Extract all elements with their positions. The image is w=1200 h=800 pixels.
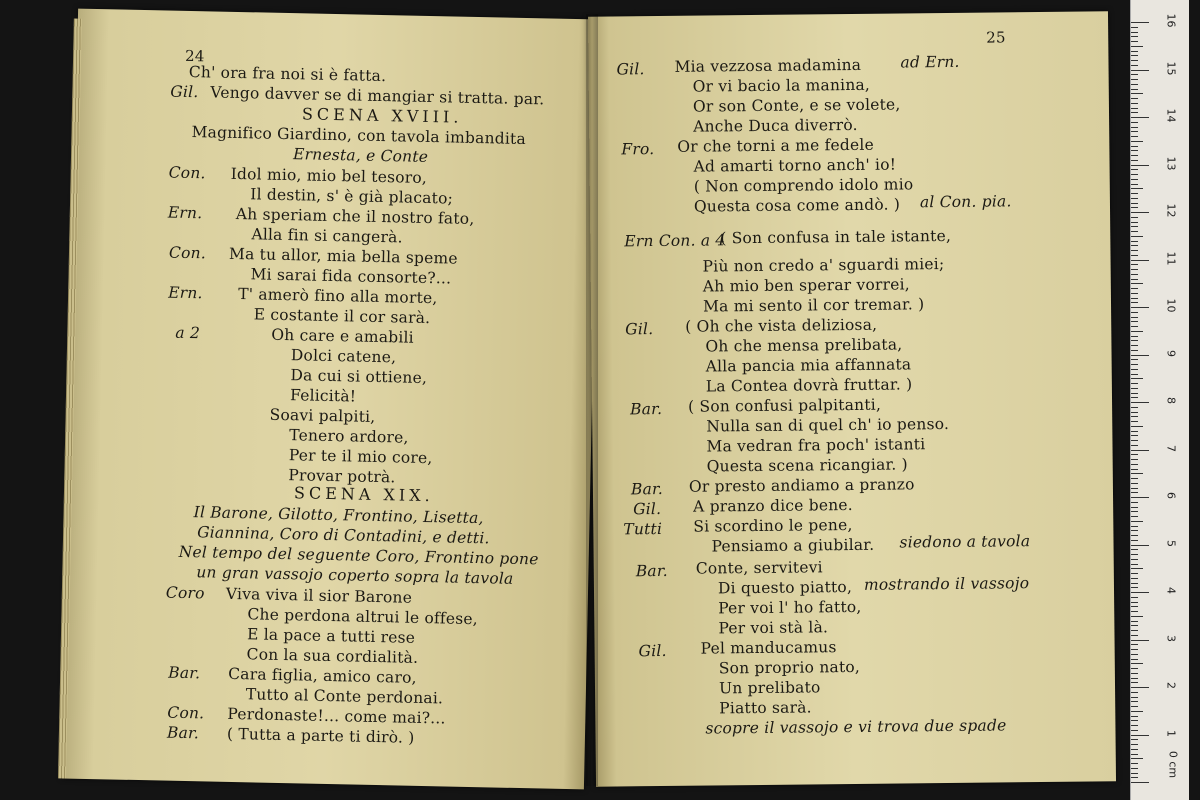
- stage-note: mostrando il vassojo: [863, 574, 1030, 594]
- ruler-tick: [1131, 426, 1143, 427]
- ruler-tick: [1131, 659, 1138, 660]
- text-line: Idol mio, mio bel tesoro,: [230, 164, 428, 187]
- ruler-tick: [1131, 744, 1138, 745]
- text-line: Questa cosa come andò. ): [693, 195, 901, 216]
- speaker-label: Ern Con. a 4: [624, 231, 726, 251]
- text-line: ( Tutta a parte ti dirò. ): [226, 724, 415, 747]
- ruler-tick: [1131, 184, 1138, 185]
- ruler-tick: [1131, 649, 1138, 650]
- ruler-tick: [1131, 245, 1138, 246]
- speaker-label: Bar.: [166, 723, 200, 743]
- ruler-label: 14: [1164, 108, 1178, 123]
- speaker-label: Tutti: [623, 519, 663, 539]
- speaker-label: Bar.: [168, 663, 201, 683]
- ruler-label: 12: [1164, 203, 1178, 218]
- ruler-tick: [1131, 621, 1138, 622]
- ruler-tick: [1131, 112, 1138, 113]
- speaker-label: Gil.: [633, 500, 662, 519]
- text-line: Per voi l' ho fatto,: [718, 597, 862, 618]
- ruler-tick: [1131, 492, 1138, 493]
- ruler-tick: [1131, 640, 1149, 641]
- ruler-tick: [1131, 635, 1138, 636]
- ruler-tick: [1131, 393, 1138, 394]
- ruler-tick: [1131, 535, 1138, 536]
- ruler-tick: [1131, 530, 1138, 531]
- ruler-tick: [1131, 668, 1138, 669]
- text-line: Alla pancia mia affannata: [705, 355, 912, 376]
- ruler-tick: [1131, 288, 1138, 289]
- ruler-tick: [1131, 236, 1143, 237]
- ruler-tick: [1131, 526, 1138, 527]
- stage-direction: scopre il vassojo e vi trova due spade: [705, 716, 1007, 738]
- text-line: Oh care e amabili: [271, 325, 415, 347]
- ruler-tick: [1131, 74, 1138, 75]
- ruler-tick: [1131, 174, 1138, 175]
- speaker-label: Gil.: [616, 60, 645, 79]
- ruler-tick: [1131, 483, 1138, 484]
- stage-direction: Nel tempo del seguente Coro, Frontino pone: [178, 542, 539, 569]
- ruler-tick: [1131, 478, 1138, 479]
- ruler-tick: [1131, 326, 1138, 327]
- text-line: Da cui si ottiene,: [290, 366, 428, 388]
- text-line: Alla fin si cangerà.: [251, 225, 403, 247]
- ruler-tick: [1131, 269, 1138, 270]
- ruler-tick: [1131, 217, 1138, 218]
- text-line: ( Non comprendo idolo mio: [693, 175, 914, 196]
- speaker-label: Gil.: [638, 641, 667, 661]
- ruler-tick: [1131, 682, 1138, 683]
- ruler-tick: [1131, 350, 1138, 351]
- page-edges: [58, 19, 82, 779]
- ruler-tick: [1131, 307, 1149, 308]
- ruler-tick: [1131, 27, 1138, 28]
- ruler-tick: [1131, 388, 1138, 389]
- ruler-tick: [1131, 212, 1149, 213]
- ruler-label: 5: [1164, 539, 1178, 547]
- ruler-tick: [1131, 60, 1138, 61]
- ruler-tick: [1131, 146, 1138, 147]
- ruler-tick: [1131, 697, 1138, 698]
- speaker-label: Ern.: [167, 203, 203, 223]
- text-line: E la pace a tutti rese: [246, 625, 416, 647]
- stage-note: siedono a tavola: [899, 532, 1031, 552]
- ruler-tick: [1131, 763, 1138, 764]
- text-line: Ma mi sento il cor tremar. ): [702, 295, 925, 316]
- ruler-tick: [1131, 758, 1143, 759]
- ruler-tick: [1131, 578, 1138, 579]
- ruler-tick: [1131, 663, 1143, 664]
- speaker-label: Con.: [168, 243, 207, 263]
- ruler-label: 4: [1164, 587, 1178, 594]
- text-line: Mia vezzosa madamina: [674, 55, 862, 76]
- ruler-tick: [1131, 136, 1138, 137]
- ruler-tick: [1131, 345, 1138, 346]
- ruler-label: 9: [1164, 349, 1178, 357]
- ruler-tick: [1131, 98, 1138, 99]
- text-line: Soavi palpiti,: [269, 405, 376, 426]
- ruler-tick: [1131, 79, 1138, 80]
- ruler-tick: [1131, 568, 1143, 569]
- ruler-tick: [1131, 117, 1149, 118]
- ruler-tick: [1131, 507, 1138, 508]
- ruler-tick: [1131, 378, 1143, 379]
- ruler-tick: [1131, 312, 1138, 313]
- right-page: [588, 11, 1116, 786]
- ruler-tick: [1131, 497, 1149, 498]
- text-line: Viva viva il sior Barone: [225, 584, 413, 607]
- ruler-tick: [1131, 549, 1138, 550]
- stage-note: ad Ern.: [900, 52, 960, 72]
- ruler-tick: [1131, 473, 1143, 474]
- ruler-tick: [1131, 402, 1149, 403]
- ruler-tick: [1131, 611, 1138, 612]
- ruler-tick: [1131, 298, 1138, 299]
- text-line: Pel manducamus: [700, 638, 837, 658]
- text-line: Or presto andiamo a pranzo: [688, 475, 915, 496]
- ruler-label: 7: [1164, 444, 1178, 452]
- stage-direction: Giannina, Coro di Contadini, e detti.: [196, 523, 490, 548]
- ruler-tick: [1131, 369, 1138, 370]
- text-line: E costante il cor sarà.: [253, 305, 431, 328]
- ruler-tick: [1131, 226, 1138, 227]
- text-line: Un prelibato: [718, 678, 821, 698]
- text-line: Felicità!: [289, 386, 357, 406]
- ruler-tick: [1131, 630, 1138, 631]
- text-line: ( Son confusa in tale istante,: [720, 226, 952, 248]
- speaker-label: Bar.: [630, 479, 664, 499]
- ruler-tick: [1131, 46, 1143, 47]
- text-line: Or vi bacio la manina,: [692, 75, 871, 96]
- text-line: ( Son confusi palpitanti,: [687, 395, 882, 416]
- ruler-tick: [1131, 516, 1138, 517]
- text-line: Che perdona altrui le offese,: [247, 605, 479, 629]
- ruler-tick: [1131, 454, 1138, 455]
- ruler-tick: [1131, 782, 1149, 783]
- ruler-tick: [1131, 435, 1138, 436]
- ruler-tick: [1131, 716, 1138, 717]
- ruler-label: 15: [1164, 61, 1178, 75]
- speaker-label: a 2: [175, 323, 201, 343]
- ruler-tick: [1131, 321, 1138, 322]
- text-line: Vengo davver se di mangiar si tratta. par.: [210, 83, 545, 109]
- text-line: Per voi stà là.: [718, 618, 829, 638]
- ruler-label: 11: [1164, 251, 1178, 265]
- ruler-tick: [1131, 554, 1138, 555]
- ruler-tick: [1131, 340, 1138, 341]
- ruler-tick: [1131, 193, 1138, 194]
- text-line: Si scordino le pene,: [693, 516, 853, 536]
- ruler-tick: [1131, 103, 1138, 104]
- ruler-tick: [1131, 302, 1138, 303]
- ruler-tick: [1131, 725, 1138, 726]
- ruler-tick: [1131, 84, 1138, 85]
- text-line: Cara figlia, amico caro,: [228, 664, 417, 687]
- ruler-tick: [1131, 592, 1149, 593]
- ruler-tick: [1131, 383, 1138, 384]
- ruler-tick: [1131, 222, 1138, 223]
- ruler-tick: [1131, 336, 1138, 337]
- text-line: Questa scena ricangiar. ): [706, 455, 908, 476]
- ruler-label: 16: [1164, 13, 1178, 28]
- stage-direction: un gran vassojo coperto sopra la tavola: [196, 563, 514, 588]
- ruler-tick: [1131, 89, 1138, 90]
- ruler-tick: [1131, 583, 1138, 584]
- ruler-tick: [1131, 198, 1138, 199]
- ruler-tick: [1131, 355, 1149, 356]
- ruler-tick: [1131, 155, 1138, 156]
- ruler-tick: [1131, 65, 1138, 66]
- ruler-tick: [1131, 203, 1138, 204]
- ruler-tick: [1131, 602, 1138, 603]
- text-line: Ch' ora fra noi si è fatta.: [188, 62, 387, 86]
- ruler-tick: [1131, 711, 1143, 712]
- ruler-tick: [1131, 122, 1138, 123]
- ruler-label: 0 cm: [1166, 750, 1180, 779]
- stage-direction: Magnifico Giardino, con tavola imbandita: [191, 123, 527, 149]
- ruler-tick: [1131, 108, 1138, 109]
- book-gutter: [586, 14, 598, 786]
- ruler-tick: [1131, 616, 1143, 617]
- ruler-tick: [1131, 754, 1138, 755]
- scene-heading: SCENA XIX.: [293, 483, 434, 506]
- text-line: Mi sarai fida consorte?...: [250, 265, 452, 288]
- ruler-tick: [1131, 459, 1138, 460]
- stage-direction: Il Barone, Gilotto, Frontino, Lisetta,: [193, 503, 484, 528]
- ruler-tick: [1131, 274, 1138, 275]
- ruler-tick: [1131, 654, 1138, 655]
- ruler-tick: [1131, 440, 1138, 441]
- ruler-tick: [1131, 597, 1138, 598]
- speaker-label: Gil.: [170, 82, 199, 102]
- ruler-tick: [1131, 678, 1138, 679]
- text-line: ( Oh che vista deliziosa,: [685, 315, 878, 336]
- ruler-tick: [1131, 488, 1138, 489]
- ruler-tick: [1131, 279, 1138, 280]
- stage-note: al Con. pia.: [919, 192, 1012, 212]
- ruler-tick: [1131, 573, 1138, 574]
- ruler-tick: [1131, 407, 1138, 408]
- ruler-tick: [1131, 32, 1138, 33]
- ruler-tick: [1131, 431, 1138, 432]
- ruler-tick: [1131, 55, 1138, 56]
- ruler-tick: [1131, 41, 1138, 42]
- text-line: Conte, servitevi: [695, 558, 823, 578]
- text-line: Son proprio nato,: [718, 657, 861, 678]
- ruler-tick: [1131, 260, 1149, 261]
- ruler-tick: [1131, 331, 1143, 332]
- ruler-label: 1: [1164, 729, 1178, 737]
- text-line: Tutto al Conte perdonai.: [245, 685, 444, 708]
- ruler-label: 6: [1164, 492, 1178, 499]
- text-line: Ma vedran fra poch' istanti: [706, 435, 926, 456]
- ruler-tick: [1131, 706, 1138, 707]
- ruler-tick: [1131, 739, 1138, 740]
- ruler-tick: [1131, 687, 1149, 688]
- text-line: Per te il mio core,: [288, 446, 433, 468]
- ruler-label: 10: [1164, 298, 1178, 313]
- text-line: A pranzo dice bene.: [693, 495, 853, 516]
- ruler-tick: [1131, 564, 1138, 565]
- ruler-tick: [1131, 241, 1138, 242]
- text-line: Ah speriam che il nostro fato,: [235, 204, 475, 228]
- text-line: Con la sua cordialità.: [246, 645, 419, 667]
- ruler-tick: [1131, 735, 1149, 736]
- speaker-label: Bar.: [635, 561, 668, 581]
- text-line: Ad amarti torno anch' io!: [693, 155, 897, 176]
- ruler-tick: [1131, 720, 1138, 721]
- ruler-tick: [1131, 521, 1143, 522]
- ruler-tick: [1131, 264, 1138, 265]
- ruler-tick: [1131, 150, 1138, 151]
- ruler-tick: [1131, 445, 1138, 446]
- ruler-tick: [1131, 131, 1138, 132]
- text-line: Ma tu allor, mia bella speme: [228, 244, 458, 268]
- text-line: Di questo piatto,: [717, 578, 853, 598]
- speaker-label: Ern.: [168, 283, 203, 303]
- ruler-tick: [1131, 169, 1138, 170]
- ruler-label: 8: [1164, 397, 1178, 404]
- ruler-tick: [1131, 777, 1138, 778]
- ruler-tick: [1131, 469, 1138, 470]
- ruler-tick: [1131, 70, 1149, 71]
- ruler-tick: [1131, 179, 1138, 180]
- ruler-tick: [1131, 730, 1138, 731]
- ruler-tick: [1131, 502, 1138, 503]
- ruler-tick: [1131, 207, 1138, 208]
- scene-heading: SCENA XVIII.: [301, 104, 463, 127]
- ruler-tick: [1131, 359, 1138, 360]
- ruler-tick: [1131, 51, 1138, 52]
- ruler-tick: [1131, 464, 1138, 465]
- left-page: [62, 9, 600, 790]
- ruler-tick: [1131, 36, 1138, 37]
- ruler-tick: [1131, 283, 1143, 284]
- text-line: Dolci catene,: [290, 346, 397, 367]
- ruler-tick: [1131, 511, 1138, 512]
- ruler-tick: [1131, 450, 1149, 451]
- ruler-tick: [1131, 692, 1138, 693]
- ruler-tick: [1131, 545, 1149, 546]
- ruler-tick: [1131, 421, 1138, 422]
- ruler-tick: [1131, 397, 1138, 398]
- ruler-label: 13: [1164, 156, 1178, 170]
- text-line: Pensiamo a giubilar.: [711, 535, 875, 556]
- text-line: Tenero ardore,: [289, 426, 409, 447]
- ruler-tick: [1131, 93, 1143, 94]
- speaker-label: Bar.: [630, 399, 663, 419]
- text-line: Ah mio ben sperar vorrei,: [702, 275, 910, 296]
- ruler-tick: [1131, 374, 1138, 375]
- ruler-tick: [1131, 749, 1138, 750]
- ruler-tick: [1131, 412, 1138, 413]
- ruler-tick: [1131, 127, 1138, 128]
- page-number: 24: [184, 46, 205, 66]
- ruler-tick: [1131, 364, 1138, 365]
- ruler-tick: [1131, 255, 1138, 256]
- ruler-tick: [1131, 559, 1138, 560]
- ruler-tick: [1131, 188, 1143, 189]
- text-line: Anche Duca diverrò.: [693, 115, 858, 136]
- ruler-tick: [1131, 587, 1138, 588]
- ruler-tick: [1131, 165, 1149, 166]
- ruler-label: 3: [1164, 634, 1178, 642]
- speaker-label: Con.: [167, 703, 205, 723]
- ruler-tick: [1131, 644, 1138, 645]
- text-line: T' amerò fino alla morte,: [237, 285, 438, 308]
- open-book: [70, 14, 1120, 786]
- ruler-tick: [1131, 160, 1138, 161]
- ruler-tick: [1131, 22, 1149, 23]
- text-line: Il destin, s' è già placato;: [250, 185, 454, 208]
- text-line: Oh che mensa prelibata,: [705, 335, 903, 356]
- text-line: Or son Conte, e se volete,: [692, 95, 901, 116]
- speaker-label: Con.: [168, 163, 206, 183]
- text-line: Piatto sarà.: [719, 698, 812, 718]
- speaker-label: Fro.: [621, 140, 655, 159]
- speaker-label: Coro: [165, 583, 205, 603]
- ruler-tick: [1131, 606, 1138, 607]
- speaker-label: Gil.: [625, 320, 654, 339]
- text-line: Più non credo a' sguardi miei;: [702, 255, 945, 276]
- text-line: Provar potrà.: [288, 466, 396, 487]
- ruler-label: 2: [1164, 682, 1178, 689]
- ruler-tick: [1131, 293, 1138, 294]
- text-line: La Contea dovrà fruttar. ): [705, 375, 913, 396]
- ruler-tick: [1131, 141, 1143, 142]
- stage-direction: Ernesta, e Conte: [292, 145, 429, 166]
- ruler-tick: [1131, 231, 1138, 232]
- page-number: 25: [986, 28, 1006, 47]
- ruler-tick: [1131, 416, 1138, 417]
- ruler-tick: [1131, 768, 1138, 769]
- ruler-tick: [1131, 673, 1138, 674]
- text-line: Or che torni a me fedele: [677, 135, 874, 156]
- ruler-tick: [1131, 701, 1138, 702]
- ruler-tick: [1131, 773, 1138, 774]
- text-line: Perdonaste!... come mai?...: [227, 704, 446, 728]
- text-line: Nulla san di quel ch' io penso.: [706, 414, 950, 436]
- ruler-tick: [1131, 540, 1138, 541]
- measurement-ruler: [1130, 0, 1189, 800]
- ruler-tick: [1131, 250, 1138, 251]
- ruler-tick: [1131, 317, 1138, 318]
- ruler-tick: [1131, 625, 1138, 626]
